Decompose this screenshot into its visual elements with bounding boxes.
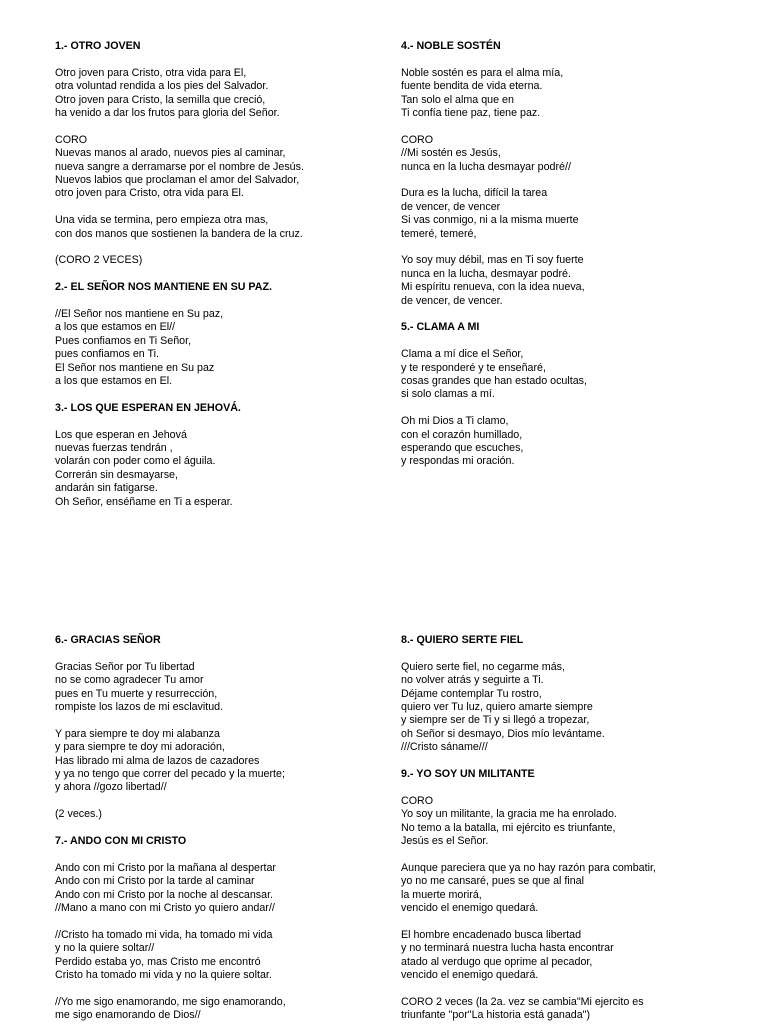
song-paragraph: Otro joven para Cristo, otra vida para El, otra voluntad rendida a los pies del Salvador. Otro joven para Cristo, la semilla que creció, ha venido a dar los frutos para gloria del Señor.: [55, 66, 280, 120]
song-paragraph: Noble sostén es para el alma mía, fuente bendita de vida eterna. Tan solo el alma que en Ti confía tiene paz, tiene paz.: [401, 66, 564, 120]
song-8: [401, 634, 741, 755]
song-title: 1.- OTRO JOVEN: [55, 40, 141, 52]
song-paragraph: Quiero serte fiel, no cegarme más, no volver atrás y seguirte a Ti. Déjame contemplar Tu rostro, quiero ver Tu luz, quiero amarte siempre y siempre ser de Ti y si llegó a tropezar, oh Señor si desmayo, Dios mío levántame. ///Cristo sáname///: [401, 660, 605, 754]
song-note: (CORO 2 VECES): [55, 254, 143, 267]
column-top-left: [55, 40, 395, 509]
song-paragraph: Aunque pareciera que ya no hay razón para combatir, yo no me cansaré, pues se que al final la muerte morirá, vencido el enemigo quedará.: [401, 861, 656, 915]
song-paragraph: //El Señor nos mantiene en Su paz, a los que estamos en El// Pues confiamos en Ti Señor, pues confiamos en Ti. El Señor nos mantiene en Su paz a los que estamos en El.: [55, 308, 224, 388]
column-top-right: [401, 40, 741, 469]
song-chorus: CORO Yo soy un militante, la gracia me ha enrolado. No temo a la batalla, mi ejército es triunfante, Jesús es el Señor.: [401, 794, 617, 848]
song-paragraph: Oh mi Dios a Ti clamo, con el corazón humillado, esperando que escuches, y respondas mi oración.: [401, 415, 524, 468]
song-paragraph: Una vida se termina, pero empieza otra mas, con dos manos que sostienen la bandera de la cruz.: [55, 214, 303, 240]
song-2: [55, 281, 395, 388]
song-paragraph: Y para siempre te doy mi alabanza y para siempre te doy mi adoración, Has librado mi alma de lazos de cazadores y ya no tengo que correr del pecado y la muerte; y ahora //gozo libertad//: [55, 727, 285, 794]
song-title: 7.- ANDO CON MI CRISTO: [55, 835, 187, 848]
song-6: [55, 634, 395, 822]
song-chorus: CORO //Mi sostén es Jesús, nunca en la lucha desmayar podré//: [401, 133, 571, 173]
song-title: 4.- NOBLE SOSTÉN: [401, 40, 501, 52]
song-chorus: CORO Nuevas manos al arado, nuevos pies al caminar, nueva sangre a derramarse por el nombre de Jesús. Nuevos labios que proclaman el amor del Salvador, otro joven para Cristo, otra vida para El.: [55, 133, 304, 200]
song-paragraph: Dura es la lucha, difícil la tarea de vencer, de vencer Si vas conmigo, ni a la misma muerte temeré, temeré,: [401, 187, 579, 240]
song-note: CORO 2 veces (la 2a. vez se cambia"Mi ejercito es triunfante "por"La historia está ganada"): [401, 995, 644, 1022]
song-paragraph: El hombre encadenado busca libertad y no terminará nuestra lucha hasta encontrar atado al verdugo que oprime al pecador, vencido el enemigo quedará.: [401, 928, 614, 982]
song-paragraph: Gracias Señor por Tu libertad no se como agradecer Tu amor pues en Tu muerte y resurrección, rompiste los lazos de mi esclavitud.: [55, 660, 224, 714]
song-7: [55, 835, 395, 1023]
song-title: 8.- QUIERO SERTE FIEL: [401, 634, 524, 646]
song-title: 5.- CLAMA A MI: [401, 321, 480, 334]
song-paragraph: Clama a mí dice el Señor, y te responderé y te enseñaré, cosas grandes que han estado ocultas, si solo clamas a mí.: [401, 348, 587, 401]
song-paragraph: Ando con mi Cristo por la mañana al despertar Ando con mi Cristo por la tarde al caminar Ando con mi Cristo por la noche al descansar. //Mano a mano con mi Cristo yo quiero andar//: [55, 861, 276, 915]
song-5: [401, 321, 741, 468]
song-1: [55, 40, 395, 268]
song-paragraph: //Cristo ha tomado mi vida, ha tomado mi vida y no la quiere soltar// Perdido estaba yo, mas Cristo me encontró Cristo ha tomado mi vida y no la quiere soltar.: [55, 928, 273, 982]
song-title: 2.- EL SEÑOR NOS MANTIENE EN SU PAZ.: [55, 281, 272, 294]
column-bottom-left: [55, 634, 395, 1023]
song-paragraph: Yo soy muy débil, mas en Ti soy fuerte nunca en la lucha, desmayar podré. Mi espíritu renueva, con la idea nueva, de vencer, de vencer.: [401, 254, 585, 307]
song-title: 6.- GRACIAS SEÑOR: [55, 634, 161, 646]
song-4: [401, 40, 741, 308]
song-9: [401, 768, 741, 1023]
song-title: 3.- LOS QUE ESPERAN EN JEHOVÁ.: [55, 401, 241, 414]
song-note: (2 veces.): [55, 808, 102, 821]
song-3: [55, 402, 395, 509]
song-paragraph: Los que esperan en Jehová nuevas fuerzas tendrán , volarán con poder como el águila. Correrán sin desmayarse, andarán sin fatigarse. Oh Señor, enséñame en Ti a esperar.: [55, 428, 233, 508]
column-bottom-right: [401, 634, 741, 1023]
song-title: 9.- YO SOY UN MILITANTE: [401, 768, 535, 781]
song-paragraph: //Yo me sigo enamorando, me sigo enamorando, me sigo enamorando de Dios//: [55, 995, 286, 1022]
